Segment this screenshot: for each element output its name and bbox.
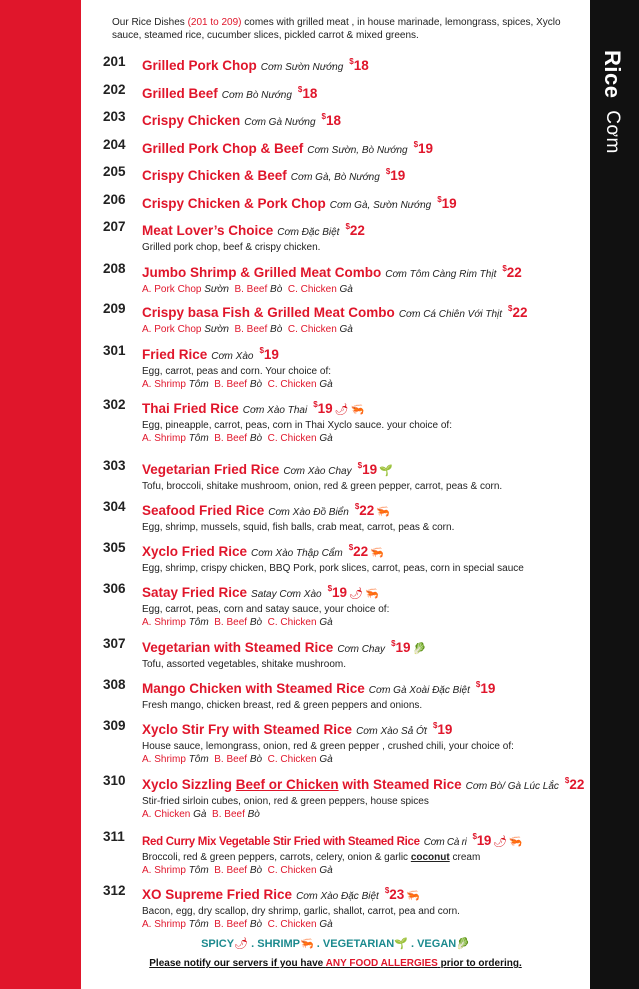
dollar-sign: $ [475, 680, 481, 689]
choice-option: C. Chicken [267, 433, 317, 444]
item-viet-name: Satay Cơm Xào [251, 589, 322, 600]
choice-option: C. Chicken [267, 754, 317, 765]
intro-text [112, 17, 572, 42]
choice-viet: Gà [319, 865, 333, 876]
choice-viet: Tôm [188, 379, 209, 390]
choice-viet: Tôm [188, 865, 209, 876]
item-headline [142, 192, 587, 214]
item-description-underlined: coconut [410, 852, 450, 863]
item-viet-name: Cơm Gà Nướng [244, 117, 316, 128]
item-body [142, 109, 587, 131]
item-name-underlined: Beef or Chicken [235, 777, 339, 792]
item-name: Seafood Fried Rice [142, 503, 265, 518]
dollar-sign: $ [345, 222, 350, 231]
choice-viet: Gà [319, 617, 333, 628]
shrimp-icon: 🦐 [406, 890, 420, 902]
item-name: Fried Rice [142, 347, 208, 362]
choice-viet: Gà [339, 324, 353, 335]
item-choices [142, 432, 587, 445]
chili-pepper-icon: 🌶 [334, 404, 349, 416]
item-name: Red Curry Mix Vegetable Stir Fried with Steamed Rice [142, 836, 420, 848]
choice-viet: Tôm [188, 754, 209, 765]
item-headline [142, 540, 587, 562]
dollar-sign: $ [321, 112, 326, 121]
dollar-sign: $ [327, 584, 333, 593]
dollar-sign: $ [297, 85, 303, 94]
choice-option: C. Chicken [267, 865, 317, 876]
choice-viet: Bò [270, 284, 283, 295]
choice-viet: Gà [319, 754, 333, 765]
item-price-value: 22 [349, 223, 365, 238]
dollar-sign: $ [385, 167, 391, 176]
item-price [473, 833, 492, 848]
choice-option: A. Shrimp [142, 617, 186, 628]
choice-option: A. Shrimp [142, 865, 186, 876]
choice-viet: Tôm [188, 433, 209, 444]
item-viet-name: Cơm Gà Xoài Đặc Biệt [368, 685, 470, 696]
item-body [142, 137, 587, 159]
item-headline [142, 164, 587, 186]
item-price-value: 19 [317, 401, 333, 416]
item-choices [142, 323, 587, 336]
item-body [142, 219, 587, 254]
chili-pepper-icon: 🌶 [349, 588, 364, 600]
item-price [322, 113, 341, 128]
item-number: 303 [103, 458, 126, 473]
item-choices [142, 378, 587, 391]
dollar-sign: $ [413, 140, 419, 149]
item-headline [142, 499, 587, 521]
item-price-value: 19 [390, 168, 406, 183]
choice-viet: Gà [193, 809, 207, 820]
allergy-post: prior to ordering. [437, 958, 522, 969]
item-price-value: 18 [353, 58, 369, 73]
item-price-value: 19 [441, 196, 457, 211]
item-number: 206 [103, 192, 126, 207]
item-price [349, 58, 368, 73]
item-headline [142, 773, 587, 795]
item-number: 202 [103, 82, 126, 97]
item-body [142, 397, 587, 445]
dollar-sign: $ [357, 461, 363, 470]
choice-viet: Sườn [204, 284, 229, 295]
item-body [142, 301, 587, 336]
item-price [476, 681, 495, 696]
item-name [142, 777, 462, 792]
choice-option: B. Beef [214, 919, 248, 930]
item-name: Meat Lover’s Choice [142, 223, 274, 238]
item-name: Grilled Pork Chop [142, 58, 257, 73]
item-body [142, 636, 587, 671]
item-body [142, 581, 587, 629]
item-name: Grilled Pork Chop & Beef [142, 141, 304, 156]
item-number: 306 [103, 581, 126, 596]
item-number: 302 [103, 397, 126, 412]
item-body [142, 883, 587, 931]
shrimp-icon: 🦐 [365, 588, 379, 600]
item-headline [142, 718, 587, 740]
item-viet-name: Cơm Đặc Biệt [277, 227, 340, 238]
choice-option: B. Beef [214, 379, 248, 390]
item-name-post: with Steamed Rice [338, 777, 462, 792]
item-number: 308 [103, 677, 126, 692]
item-number: 208 [103, 261, 126, 276]
vegan-leaf-icon: 🥬 [412, 643, 427, 655]
section-title-bold: Rice [600, 50, 625, 99]
item-headline [142, 458, 587, 480]
choice-option: A. Chicken [142, 809, 191, 820]
choice-viet: Bò [249, 617, 263, 628]
item-price-value: 19 [480, 681, 496, 696]
choice-viet: Gà [319, 379, 333, 390]
item-body [142, 773, 587, 821]
choice-viet: Bò [270, 324, 283, 335]
choice-option: B. Beef [214, 754, 248, 765]
section-title [599, 50, 625, 154]
item-price-value: 19 [263, 347, 279, 362]
menu-content [81, 0, 590, 989]
item-price-value: 19 [418, 141, 434, 156]
item-price-value: 22 [512, 305, 528, 320]
choice-viet: Gà [319, 919, 333, 930]
item-name: Vegetarian Fried Rice [142, 462, 280, 477]
item-price-value: 22 [359, 503, 375, 518]
item-price-value: 18 [325, 113, 342, 128]
item-price [502, 265, 521, 280]
item-choices [142, 616, 587, 629]
item-headline [142, 109, 587, 131]
legend-shrimp: . SHRIMP [251, 938, 301, 950]
item-body [142, 54, 587, 76]
shrimp-icon: 🦐 [350, 404, 365, 416]
item-body [142, 82, 587, 104]
choice-option: A. Pork Chop [142, 324, 202, 335]
item-name: Mango Chicken with Steamed Rice [142, 681, 365, 696]
choice-option: B. Beef [212, 809, 245, 820]
dollar-sign: $ [502, 264, 507, 273]
choice-option: C. Chicken [287, 284, 337, 295]
item-name: Vegetarian with Steamed Rice [142, 640, 334, 655]
item-price-value: 19 [395, 640, 411, 655]
choice-option: C. Chicken [267, 919, 317, 930]
item-headline [142, 261, 587, 283]
item-price [508, 305, 527, 320]
dollar-sign: $ [432, 721, 438, 730]
item-viet-name: Cơm Tôm Càng Rim Thịt [385, 269, 497, 280]
vegan-leaf-icon: 🥬 [456, 938, 470, 950]
item-number: 310 [103, 773, 126, 788]
shrimp-icon: 🦐 [508, 836, 523, 848]
legend-vegan: . VEGAN [410, 938, 457, 950]
item-description: Fresh mango, chicken breast, red & green peppers and onions. [142, 700, 423, 711]
item-price-value: 19 [476, 833, 492, 848]
item-price [259, 347, 278, 362]
item-headline [142, 137, 587, 159]
item-price [437, 196, 456, 211]
dietary-legend [81, 937, 590, 950]
item-number: 207 [103, 219, 126, 234]
choice-viet: Tôm [188, 617, 209, 628]
right-black-bar [590, 0, 639, 989]
vegetarian-sprout-icon: 🌱 [379, 465, 393, 477]
item-description-post: cream [449, 852, 481, 863]
item-viet-name: Cơm Bò Nướng [221, 90, 292, 101]
allergy-pre: Please notify our servers if you have [149, 958, 326, 969]
item-body [142, 499, 587, 534]
dollar-sign: $ [259, 346, 264, 355]
item-viet-name: Cơm Xào [211, 351, 254, 362]
item-headline [142, 636, 587, 658]
item-viet-name: Cơm Xào Sả Ớt [356, 726, 427, 737]
item-body [142, 718, 587, 766]
item-number: 209 [103, 301, 126, 316]
item-name: XO Supreme Fried Rice [142, 887, 293, 902]
item-name: Crispy Chicken & Beef [142, 168, 287, 183]
item-viet-name: Cơm Chay [337, 644, 386, 655]
item-description: Tofu, broccoli, shitake mushroom, onion, red & green pepper, carrot, peas & corn. [142, 481, 503, 492]
item-body [142, 343, 587, 391]
item-name: Thai Fried Rice [142, 401, 239, 416]
item-price-value: 19 [437, 722, 453, 737]
item-price-value: 22 [569, 777, 585, 792]
item-choices [142, 864, 587, 877]
dollar-sign: $ [391, 639, 396, 648]
chili-pepper-icon: 🌶 [493, 836, 507, 848]
choice-option: B. Beef [214, 865, 248, 876]
choice-option: B. Beef [214, 433, 248, 444]
item-body [142, 829, 587, 877]
item-price [385, 887, 404, 902]
item-price-value: 19 [362, 462, 378, 477]
legend-spicy: SPICY [201, 938, 235, 950]
item-headline [142, 829, 587, 851]
item-viet-name: Cơm Bò/ Gà Lúc Lắc [465, 781, 559, 792]
item-viet-name: Cơm Sườn, Bò Nướng [307, 145, 408, 156]
item-number: 311 [103, 829, 125, 844]
intro-pre: Our Rice Dishes [112, 17, 188, 28]
choice-option: B. Beef [214, 617, 248, 628]
item-price [433, 722, 452, 737]
left-red-bar [0, 0, 81, 989]
item-headline [142, 219, 587, 241]
item-headline [142, 581, 587, 603]
choice-option: A. Shrimp [142, 379, 186, 390]
item-description-pre: Broccoli, red & green peppers, carrots, celery, onion & garlic [142, 852, 411, 863]
vegetarian-sprout-icon: 🌱 [394, 938, 408, 950]
item-price [358, 462, 377, 477]
choice-viet: Bò [249, 754, 263, 765]
shrimp-icon: 🦐 [300, 938, 314, 950]
choice-option: C. Chicken [287, 324, 337, 335]
item-price [391, 640, 410, 655]
item-body [142, 458, 587, 493]
item-viet-name: Cơm Xào Đồ Biển [268, 507, 349, 518]
choice-option: C. Chicken [267, 617, 317, 628]
item-viet-name: Cơm Cà ri [423, 837, 467, 848]
choice-option: A. Shrimp [142, 754, 186, 765]
item-choices [142, 753, 587, 766]
dollar-sign: $ [472, 832, 477, 841]
item-description: Egg, shrimp, crispy chicken, BBQ Pork, pork slices, carrot, peas, corn in special sauce [142, 563, 524, 574]
item-viet-name: Cơm Gà, Bò Nướng [290, 172, 380, 183]
item-description: Egg, carrot, peas and corn. Your choice of: [142, 366, 332, 377]
allergy-highlight: ANY FOOD ALLERGIES [325, 958, 438, 969]
item-price [328, 585, 347, 600]
item-description: Tofu, assorted vegetables, shitake mushroom. [142, 659, 346, 670]
item-choices [142, 808, 587, 821]
item-price [298, 86, 317, 101]
item-name: Jumbo Shrimp & Grilled Meat Combo [142, 265, 382, 280]
item-headline [142, 397, 587, 419]
choice-option: A. Pork Chop [142, 284, 202, 295]
choice-option: B. Beef [234, 324, 268, 335]
choice-option: C. Chicken [267, 379, 317, 390]
item-viet-name: Cơm Xào Thập Cẩm [251, 548, 343, 559]
item-body [142, 192, 587, 214]
item-description [142, 851, 587, 864]
item-price [414, 141, 433, 156]
item-body [142, 261, 587, 296]
item-body [142, 677, 587, 712]
item-name: Grilled Beef [142, 86, 218, 101]
item-viet-name: Cơm Xào Chay [283, 466, 352, 477]
item-headline [142, 54, 587, 76]
dollar-sign: $ [313, 400, 318, 409]
intro-post: comes with grilled meat , in house marinade, lemongrass, spices, Xyclo sauce, steamed rice, cucumber slices, pickled carrot & mixed greens. [112, 17, 561, 41]
item-headline [142, 343, 587, 365]
item-number: 203 [103, 109, 126, 124]
dollar-sign: $ [348, 543, 354, 552]
item-viet-name: Cơm Xào Đặc Biệt [296, 891, 379, 902]
choice-option: A. Shrimp [142, 919, 186, 930]
chili-pepper-icon: 🌶 [234, 938, 249, 950]
choice-viet: Tôm [188, 919, 209, 930]
shrimp-icon: 🦐 [376, 506, 390, 518]
dollar-sign: $ [508, 304, 513, 313]
item-number: 304 [103, 499, 126, 514]
item-price-value: 18 [302, 86, 318, 101]
item-price [386, 168, 405, 183]
item-number: 204 [103, 137, 126, 152]
item-price [313, 401, 332, 416]
item-viet-name: Cơm Xào Thai [242, 405, 308, 416]
dollar-sign: $ [354, 502, 360, 511]
item-headline [142, 82, 587, 104]
item-name: Crispy basa Fish & Grilled Meat Combo [142, 305, 395, 320]
item-number: 305 [103, 540, 126, 555]
item-price [565, 777, 584, 792]
item-number: 309 [103, 718, 126, 733]
item-viet-name: Cơm Sườn Nướng [260, 62, 344, 73]
choice-viet: Bò [249, 379, 263, 390]
item-description: House sauce, lemongrass, onion, red & green pepper , crushed chili, your choice of: [142, 741, 514, 752]
allergy-notice [81, 958, 590, 969]
item-price-value: 22 [353, 544, 369, 559]
item-number: 205 [103, 164, 126, 179]
choice-viet: Bò [249, 865, 263, 876]
choice-viet: Gà [339, 284, 353, 295]
dollar-sign: $ [384, 886, 390, 895]
item-name: Crispy Chicken [142, 113, 241, 128]
dollar-sign: $ [437, 195, 442, 204]
item-headline [142, 677, 587, 699]
item-number: 201 [103, 54, 126, 69]
choice-option: A. Shrimp [142, 433, 186, 444]
item-number: 312 [103, 883, 126, 898]
item-description: Egg, shrimp, mussels, squid, fish balls, crab meat, carrot, peas & corn. [142, 522, 455, 533]
item-name: Xyclo Stir Fry with Steamed Rice [142, 722, 353, 737]
item-choices [142, 283, 587, 296]
dollar-sign: $ [349, 57, 354, 66]
item-description: Egg, carrot, peas, corn and satay sauce, your choice of: [142, 604, 390, 615]
item-number: 307 [103, 636, 126, 651]
item-body [142, 164, 587, 186]
item-description: Grilled pork chop, beef & crispy chicken. [142, 242, 321, 253]
choice-option: B. Beef [234, 284, 268, 295]
item-name: Crispy Chicken & Pork Chop [142, 196, 326, 211]
choice-viet: Bò [249, 919, 263, 930]
item-price-value: 19 [332, 585, 348, 600]
intro-range: (201 to 209) [187, 17, 242, 28]
choice-viet: Gà [319, 433, 333, 444]
item-price [355, 503, 374, 518]
item-description: Stir-fried sirloin cubes, onion, red & green peppers, house spices [142, 796, 429, 807]
item-description: Egg, pineapple, carrot, peas, corn in Thai Xyclo sauce. your choice of: [142, 420, 452, 431]
item-name-pre: Xyclo Sizzling [142, 777, 236, 792]
item-price [345, 223, 364, 238]
item-choices [142, 918, 587, 931]
item-name: Xyclo Fried Rice [142, 544, 248, 559]
item-price [349, 544, 368, 559]
shrimp-icon: 🦐 [370, 547, 384, 559]
choice-viet: Bò [247, 809, 260, 820]
legend-vegetarian: . VEGETARIAN [316, 938, 395, 950]
item-viet-name: Cơm Gà, Sườn Nướng [329, 200, 432, 211]
section-title-viet: Cơm [602, 110, 623, 154]
choice-viet: Bò [249, 433, 263, 444]
item-number: 301 [103, 343, 126, 358]
item-price-value: 22 [506, 265, 522, 280]
item-viet-name: Cơm Cá Chiên Với Thịt [398, 309, 503, 320]
item-price-value: 23 [389, 887, 405, 902]
item-body [142, 540, 587, 575]
item-description: Bacon, egg, dry scallop, dry shrimp, garlic, shallot, carrot, pea and corn. [142, 906, 460, 917]
choice-viet: Sườn [204, 324, 229, 335]
dollar-sign: $ [564, 776, 570, 785]
item-headline [142, 301, 587, 323]
item-headline [142, 883, 587, 905]
item-name: Satay Fried Rice [142, 585, 248, 600]
